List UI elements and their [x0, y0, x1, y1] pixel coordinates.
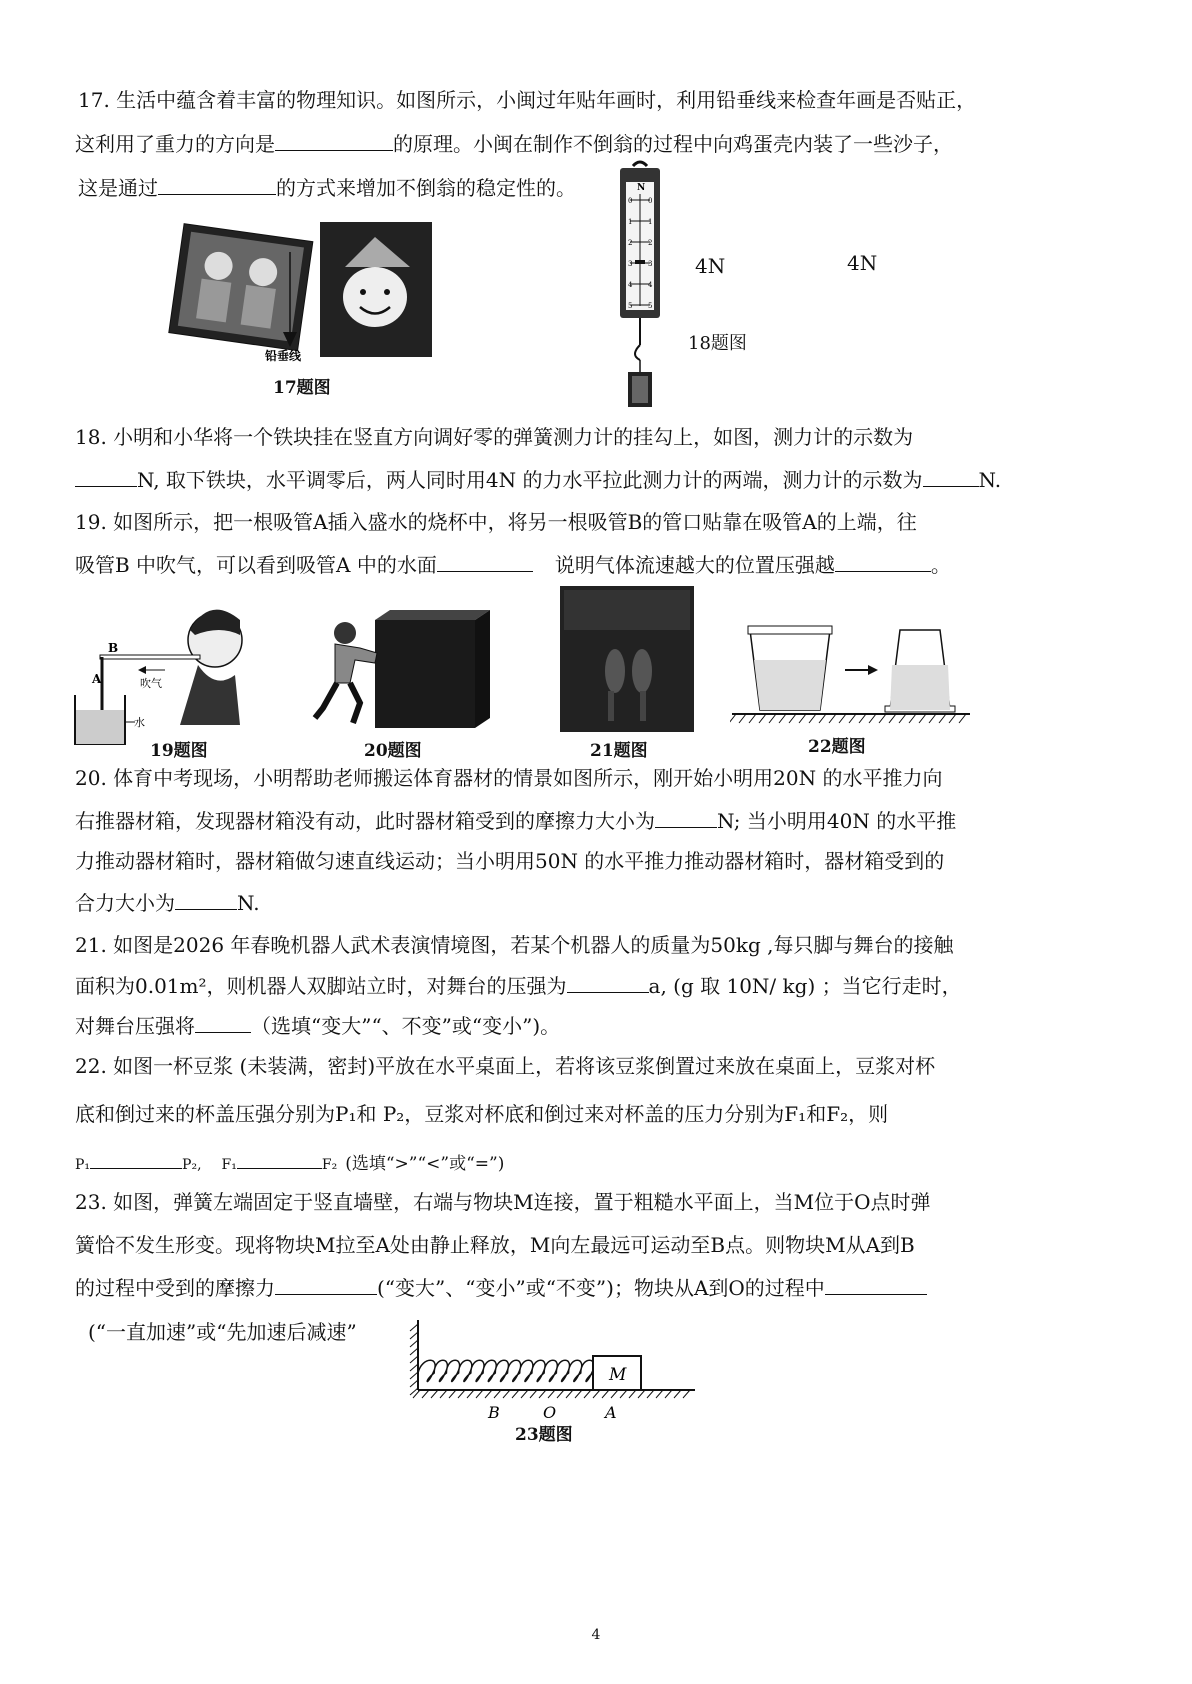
q17-text-c: 这是通过 — [78, 176, 158, 200]
figure-18-caption: 18题图 — [688, 333, 747, 354]
q17-text-a: 这利用了重力的方向是 — [75, 132, 275, 156]
water-label: 水 — [134, 716, 145, 729]
q21-text-d: （选填“变大”“、不变”或“变小”)。 — [251, 1014, 561, 1038]
q19-text-a: 吸管B 中吹气，可以看到吸管A 中的水面 — [75, 553, 437, 577]
q22-tail: (选填“>”“<”或“=”) — [345, 1154, 505, 1174]
q20-line1: 20. 体育中考现场，小明帮助老师搬运体育器材的情景如图所示，刚开始小明用20N 的水平推力向 — [75, 766, 943, 790]
q20-blank-1[interactable] — [655, 807, 717, 828]
q18-text-b: N. — [978, 468, 1002, 492]
q19-text-b: 说明气体流速越大的位置压强越 — [554, 553, 835, 577]
q21-text-c: 对舞台压强将 — [75, 1014, 195, 1038]
q21-text-a: 面积为0.01m²，则机器人双脚站立时，对舞台的压强为 — [75, 974, 567, 998]
q22-line2: 底和倒过来的杯盖压强分别为P₁和 P₂，豆浆对杯底和倒过来对杯盖的压力分别为F₁和F₂，则 — [75, 1102, 889, 1126]
scale-tick-label-right: 1 — [648, 218, 653, 226]
plumb-line-label: 铅垂线 — [265, 349, 302, 363]
scale-tick-label-left: 3 — [628, 260, 633, 268]
figure-18-spring-scale — [608, 160, 673, 410]
q18-blank-2[interactable] — [923, 466, 979, 487]
q22-f2: F₂ — [321, 1157, 338, 1173]
scale-tick-label-right: 0 — [648, 197, 653, 205]
q23-text-b: (“变大”、“变小”或“不变”)；物块从A到O的过程中 — [377, 1276, 825, 1300]
q21-blank-1[interactable] — [567, 972, 649, 993]
q23-line3 — [75, 1274, 927, 1302]
q19-blank-1[interactable] — [437, 551, 533, 572]
blow-label: 吹气 — [140, 677, 162, 690]
scale-tick-label-left: 1 — [628, 218, 633, 226]
q20-text-a: 右推器材箱，发现器材箱没有动，此时器材箱受到的摩擦力大小为 — [75, 809, 655, 833]
figure-22-soy-milk-cups — [730, 620, 975, 725]
straw-a-label: A — [92, 672, 102, 686]
q20-line4 — [75, 889, 260, 917]
q23-line1: 23. 如图，弹簧左端固定于竖直墙壁，右端与物块M连接，置于粗糙水平面上，当M位于O点时弹 — [75, 1190, 931, 1214]
q19-text-c: 。 — [930, 553, 951, 577]
q21-text-b: a, (g 取 10N/ kg) ；当它行走时， — [648, 974, 962, 998]
q20-text-c: 合力大小为 — [75, 891, 175, 915]
figure-22-caption: 22题图 — [808, 737, 866, 757]
q21-line3 — [75, 1012, 560, 1040]
q23-line4: (“一直加速”或“先加速后减速” — [88, 1320, 357, 1344]
q22-blank-1[interactable] — [90, 1148, 182, 1169]
q22-line1: 22. 如图一杯豆浆 (未装满，密封)平放在水平桌面上，若将该豆浆倒置过来放在桌面上，豆浆对杯 — [75, 1054, 936, 1078]
figure-23-caption: 23题图 — [515, 1425, 573, 1445]
q21-line1: 21. 如图是2026 年春晚机器人武术表演情境图，若某个机器人的质量为50kg ,每只脚与舞台的接触 — [75, 933, 954, 957]
force-label-right: 4N — [847, 251, 878, 275]
q17-line2 — [75, 130, 953, 158]
figure-21-robot-performance — [560, 586, 694, 732]
straw-b-label: B — [108, 641, 119, 655]
q20-text-b: N; 当小明用40N 的水平推 — [717, 809, 957, 833]
figure-20-caption: 20题图 — [364, 741, 422, 761]
q18-line2 — [75, 466, 1001, 494]
scale-tick-label-left: 4 — [628, 281, 633, 289]
q18-text-a: N, 取下铁块，水平调零后，两人同时用4N 的力水平拉此测力计的两端，测力计的示数为 — [137, 468, 923, 492]
figure-19-caption: 19题图 — [150, 741, 208, 761]
q22-f1: F₁ — [221, 1157, 237, 1173]
q18-line1: 18. 小明和小华将一个铁块挂在竖直方向调好零的弹簧测力计的挂勾上，如图，测力计的示数为 — [75, 425, 914, 449]
figure-17-caption: 17题图 — [273, 378, 331, 398]
q17-blank-1[interactable] — [275, 130, 393, 151]
point-b-label: B — [488, 1403, 500, 1422]
scale-unit-label: N — [637, 183, 646, 193]
q20-text-d: N. — [237, 891, 260, 915]
q19-line1: 19. 如图所示，把一根吸管A插入盛水的烧杯中，将另一根吸管B的管口贴靠在吸管A的上端，往 — [75, 510, 917, 534]
q23-line2: 簧恰不发生形变。现将物块M拉至A处由静止释放，M向左最远可运动至B点。则物块M从A到B — [75, 1233, 915, 1257]
q20-line2 — [75, 807, 956, 835]
scale-tick-label-right: 2 — [648, 239, 653, 247]
block-m-label: M — [609, 1365, 627, 1385]
q22-blank-2[interactable] — [237, 1148, 322, 1169]
q21-line2 — [75, 972, 962, 1000]
q22-p2: P₂, — [182, 1157, 202, 1173]
q23-blank-1[interactable] — [275, 1274, 377, 1295]
figure-21-caption: 21题图 — [590, 741, 648, 761]
scale-tick-label-right: 4 — [648, 281, 653, 289]
q22-line3 — [75, 1148, 504, 1179]
q21-blank-2[interactable] — [195, 1012, 251, 1033]
point-o-label: O — [543, 1403, 557, 1422]
scale-tick-label-right: 5 — [648, 302, 653, 310]
point-a-label: A — [605, 1403, 617, 1422]
q22-p1: P₁ — [75, 1157, 91, 1173]
q20-line3: 力推动器材箱时，器材箱做匀速直线运动；当小明用50N 的水平推力推动器材箱时，器材箱受到的 — [75, 849, 945, 873]
scale-tick-label-left: 5 — [628, 302, 633, 310]
scale-tick-label-left: 2 — [628, 239, 633, 247]
q17-line1: 17. 生活中蕴含着丰富的物理知识。如图所示，小闽过年贴年画时，利用铅垂线来检查年画是否贴正， — [78, 88, 977, 112]
q17-text-d: 的方式来增加不倒翁的稳定性的。 — [276, 176, 576, 200]
figure-23-spring-block — [400, 1318, 700, 1428]
q17-line3 — [78, 174, 576, 202]
q18-blank-1[interactable] — [75, 466, 137, 487]
q17-text-b: 的原理。小闽在制作不倒翁的过程中向鸡蛋壳内装了一些沙子， — [393, 132, 953, 156]
q23-blank-2[interactable] — [825, 1274, 927, 1295]
page-number: 4 — [591, 1627, 601, 1643]
q23-text-a: 的过程中受到的摩擦力 — [75, 1276, 275, 1300]
figure-19-straws — [70, 595, 245, 745]
scale-tick-label-left: 0 — [628, 197, 633, 205]
q19-line2 — [75, 551, 951, 579]
q20-blank-2[interactable] — [175, 889, 237, 910]
q19-blank-2[interactable] — [835, 551, 931, 572]
force-label-left: 4N — [695, 254, 726, 278]
figure-20-pushing-box — [305, 608, 495, 728]
q17-blank-2[interactable] — [158, 174, 276, 195]
scale-tick-label-right: 3 — [648, 260, 653, 268]
